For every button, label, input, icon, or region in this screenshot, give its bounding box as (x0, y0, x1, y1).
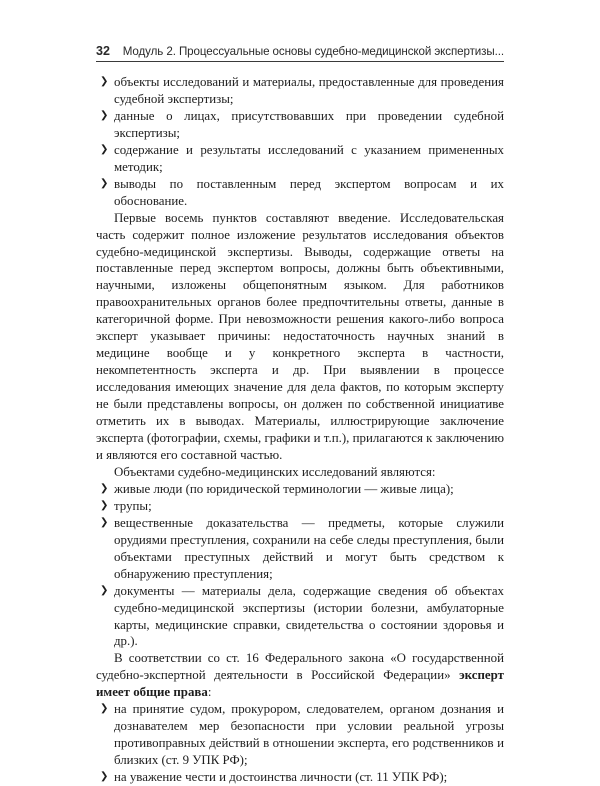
list-item: ❯ на принятие судом, прокурором, следователем, органом дознания и дознавателем мер безопасности при условии реальной угрозы противоправных действий в отношении эксперта, его родственников и близких (ст. 9 УПК РФ); (100, 702, 504, 768)
list-item: ❯ объекты исследований и материалы, предоставленные для проведения судебной экспертизы; (100, 75, 504, 106)
bullet-icon: ❯ (100, 499, 109, 511)
paragraph-objects-intro: Объектами судебно-медицинских исследований являются: (114, 464, 436, 479)
list-item: ❯ на уважение чести и достоинства личности (ст. 11 УПК РФ); (100, 770, 448, 785)
paragraph-report-structure: Первые восемь пунктов составляют введение. Исследовательская часть содержит полное изложение результатов исследования объектов судебно-медицинской экспертизы. Выводы, содержащие ответы на поставленные перед экспертом вопросы, должны быть объективными, научными, изложены общепонятным языком. Для работников правоохранительных органов более предпочтительны ответы, данные в категоричной форме. При невозможности решения какого-либо вопроса эксперт указывает причины: недостаточность научных знаний в медицине вообще и у конкретного эксперта в частности, некомпетентность эксперта и др. При выявлении в процессе исследования имеющих значение для дела фактов, по которым эксперту не были представлены вопросы, он должен по собственной инициативе отметить их в выводах. Материалы, иллюстрирующие заключение эксперта (фотографии, схемы, графики и т.п.), прилагаются к заключению и являются его составной частью. (96, 210, 504, 462)
bullet-icon: ❯ (100, 143, 109, 155)
running-header (96, 44, 504, 62)
paragraph-expert-rights: В соответствии со ст. 16 Федерального закона «О государственной судебно-экспертной деятельности в Российской Федерации» эксперт имеет общие права: (96, 651, 504, 700)
expert-rights-list (96, 701, 504, 786)
list-item: ❯ вещественные доказательства — предметы, которые служили орудиями преступления, сохранили на себе следы преступления, были объектами преступных действий и могут быть средством к обнаружению преступления; (100, 515, 504, 581)
expert-report-contents-list (96, 74, 504, 210)
list-item: ❯ содержание и результаты исследований с указанием примененных методик; (100, 142, 504, 174)
research-objects-list (96, 481, 504, 651)
list-item: ❯ документы — материалы дела, содержащие сведения об объектах судебно-медицинской экспертизы (истории болезни, амбулаторные карты, медицинские справки, свидетельства о состоянии здоровья и др.). (100, 583, 504, 649)
book-page (96, 44, 504, 786)
bullet-icon: ❯ (100, 516, 109, 528)
page-number: 32 (96, 44, 110, 58)
bullet-icon: ❯ (100, 584, 109, 596)
bullet-icon: ❯ (100, 771, 109, 783)
page-body (96, 74, 504, 786)
list-item: ❯ живые люди (по юридической терминологии — живые лица); (100, 481, 454, 496)
bullet-icon: ❯ (100, 482, 109, 494)
list-item: ❯ данные о лицах, присутствовавших при проведении судебной экспертизы; (100, 108, 504, 140)
bullet-icon: ❯ (100, 703, 109, 715)
bullet-icon: ❯ (100, 177, 109, 189)
list-item: ❯ трупы; (100, 498, 152, 513)
list-item: ❯ выводы по поставленным перед экспертом вопросам и их обоснование. (100, 176, 504, 208)
bullet-icon: ❯ (100, 109, 109, 121)
running-title: Модуль 2. Процессуальные основы судебно-медицинской экспертизы... (122, 45, 504, 58)
bold-phrase: эксперт имеет общие права (96, 668, 504, 700)
bullet-icon: ❯ (100, 76, 109, 87)
